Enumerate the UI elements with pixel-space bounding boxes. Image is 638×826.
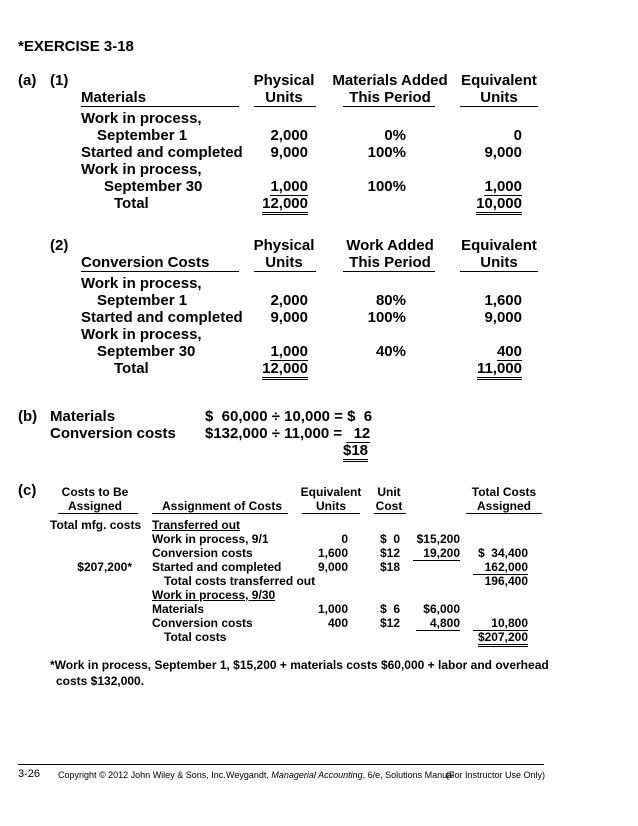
c-total: 10,800 [460, 616, 528, 630]
sub1-equiv-header-bot: Units [480, 89, 518, 106]
sub1-physical-header-top: Physical [253, 72, 315, 89]
unit-header-top: Unit [377, 485, 401, 499]
sub2-units: 9,000 [270, 309, 308, 326]
sub2-equiv: 400 [496, 343, 522, 360]
part-b-materials-calc: $ 60,000 ÷ 10,000 = $ 6 [205, 408, 373, 425]
sub2-equiv: 1,600 [484, 292, 522, 309]
page-number: 3-26 [18, 768, 41, 780]
sub2-row-label: September 30 [97, 343, 196, 360]
sub2-physical-header-top: Physical [253, 237, 315, 254]
total-transferred-label: Total costs transferred out [164, 574, 316, 588]
c-equiv-units: 0 [341, 532, 348, 546]
total-header-bot: Assigned [476, 499, 531, 513]
c-total: $ 34,400 [477, 546, 528, 560]
sub1-units: 9,000 [270, 144, 308, 161]
wip-9-30-label: Work in process, 9/30 [152, 588, 276, 602]
sub2-row-label: Started and completed [81, 309, 243, 326]
sub2-percent: 100% [367, 309, 406, 326]
equiv-header-top: Equivalent [300, 485, 362, 499]
sub1-units: 1,000 [270, 178, 308, 195]
unit-header-bot: Cost [375, 499, 403, 513]
total-transferred-amount: 196,400 [484, 574, 528, 588]
part-b-conversion-label: Conversion costs [50, 425, 176, 442]
sub2-conversion-header: Conversion Costs [81, 254, 210, 271]
c-total: 162,000 [460, 560, 528, 574]
sub1-physical-header-bot: Units [265, 89, 303, 106]
sub2-added-header-top: Work Added [346, 237, 434, 254]
sub1-row-label: September 1 [97, 127, 188, 144]
header-rule [460, 106, 538, 107]
sub1-added-header-bot: This Period [349, 89, 431, 106]
header-rule [466, 513, 542, 514]
sub1-equiv: 1,000 [484, 178, 522, 195]
header-rule [81, 106, 239, 107]
footnote-line1: *Work in process, September 1, $15,200 + materials costs $60,000 + labor and overhead [50, 658, 549, 672]
footer-rule [18, 764, 544, 765]
c-unit-cost: $12 [380, 546, 401, 560]
sub2-equiv: 9,000 [484, 309, 522, 326]
sub2-physical-header-bot: Units [265, 254, 303, 271]
header-rule [58, 513, 138, 514]
c-equiv-units: 1,600 [317, 546, 348, 560]
sub1-equiv: 9,000 [484, 144, 522, 161]
sub2-label: (2) [50, 237, 69, 254]
part-b-materials-label: Materials [50, 408, 116, 425]
sub1-row-label: September 30 [104, 178, 203, 195]
sub2-units: 1,000 [270, 343, 308, 360]
sub2-percent: 80% [375, 292, 406, 309]
part-a-label: (a) [18, 72, 37, 89]
sub2-percent: 40% [375, 343, 406, 360]
footnote-line2: costs $132,000. [56, 674, 145, 688]
c-amount: 4,800 [404, 616, 460, 630]
sub2-units-total: 12,000 [240, 360, 308, 377]
c-equiv-units: 1,000 [317, 602, 348, 616]
sub1-row-label: Work in process, [81, 161, 202, 178]
sub2-total-label: Total [114, 360, 149, 377]
sub1-materials-header: Materials [81, 89, 147, 106]
header-rule [81, 271, 239, 272]
sub2-added-header-bot: This Period [349, 254, 431, 271]
total-header-top: Total Costs [471, 485, 537, 499]
part-c-label: (c) [18, 482, 37, 499]
c-unit-cost: $18 [380, 560, 401, 574]
c-unit-cost: $ 6 [380, 602, 401, 616]
c-equiv-units: 400 [327, 616, 348, 630]
c-amount: 19,200 [404, 546, 460, 560]
transferred-out-label: Transferred out [152, 518, 241, 532]
header-rule [343, 106, 435, 107]
footer-copyright: Copyright © 2012 John Wiley & Sons, Inc. [58, 770, 226, 780]
sub1-added-header-top: Materials Added [332, 72, 448, 89]
header-rule [460, 271, 538, 272]
header-rule [152, 513, 288, 514]
c-equiv-units: 9,000 [317, 560, 348, 574]
sub1-units-total: 12,000 [240, 195, 308, 212]
costs-header-top: Costs to Be [61, 485, 129, 499]
sub1-units: 2,000 [270, 127, 308, 144]
page-title: *EXERCISE 3-18 [18, 38, 134, 55]
sub2-units: 2,000 [270, 292, 308, 309]
part-b-conversion-calc: $132,000 ÷ 11,000 = 12 [205, 425, 371, 442]
header-rule [254, 106, 316, 107]
header-rule [343, 271, 435, 272]
header-rule [374, 513, 406, 514]
footer-book: Weygandt, Managerial Accounting, 6/e, Solutions Manual [226, 770, 455, 780]
sub2-row-label: September 1 [97, 292, 188, 309]
sub1-equiv-header-top: Equivalent [461, 72, 537, 89]
c-row-label: Conversion costs [152, 616, 253, 630]
sub1-row-label: Work in process, [81, 110, 202, 127]
c-row-label: Work in process, 9/1 [152, 532, 269, 546]
part-b-label: (b) [18, 408, 38, 425]
sub1-percent: 100% [367, 178, 406, 195]
total-costs-label: Total costs [164, 630, 227, 644]
header-rule [254, 271, 316, 272]
sub1-row-label: Started and completed [81, 144, 243, 161]
sub1-percent: 0% [384, 127, 406, 144]
total-costs-amount: $207,200 [460, 630, 528, 644]
sub2-equiv-total: 11,000 [450, 360, 522, 377]
sub1-equiv: 0 [513, 127, 522, 144]
c-unit-cost: $12 [380, 616, 401, 630]
sub2-equiv-header-top: Equivalent [461, 237, 537, 254]
sub1-total-label: Total [114, 195, 149, 212]
costs-header-bot: Assigned [67, 499, 122, 513]
c-amount: $15,200 [416, 532, 460, 546]
c-row-label: Started and completed [152, 560, 282, 574]
sub1-label: (1) [50, 72, 69, 89]
header-rule [302, 513, 360, 514]
sub2-row-label: Work in process, [81, 326, 202, 343]
c-row-label: Materials [152, 602, 205, 616]
sub1-equiv-total: 10,000 [450, 195, 522, 212]
total-mfg-costs-label: Total mfg. costs [50, 518, 142, 532]
total-mfg-amount: $207,200* [77, 560, 132, 574]
sub2-equiv-header-bot: Units [480, 254, 518, 271]
part-b-total: $18 [343, 442, 368, 459]
sub2-row-label: Work in process, [81, 275, 202, 292]
c-amount: $6,000 [423, 602, 460, 616]
assign-header: Assignment of Costs [162, 499, 283, 513]
footer-note: (For Instructor Use Only) [446, 770, 546, 780]
sub1-percent: 100% [367, 144, 406, 161]
c-row-label: Conversion costs [152, 546, 253, 560]
c-unit-cost: $ 0 [380, 532, 401, 546]
equiv-header-bot: Units [316, 499, 346, 513]
